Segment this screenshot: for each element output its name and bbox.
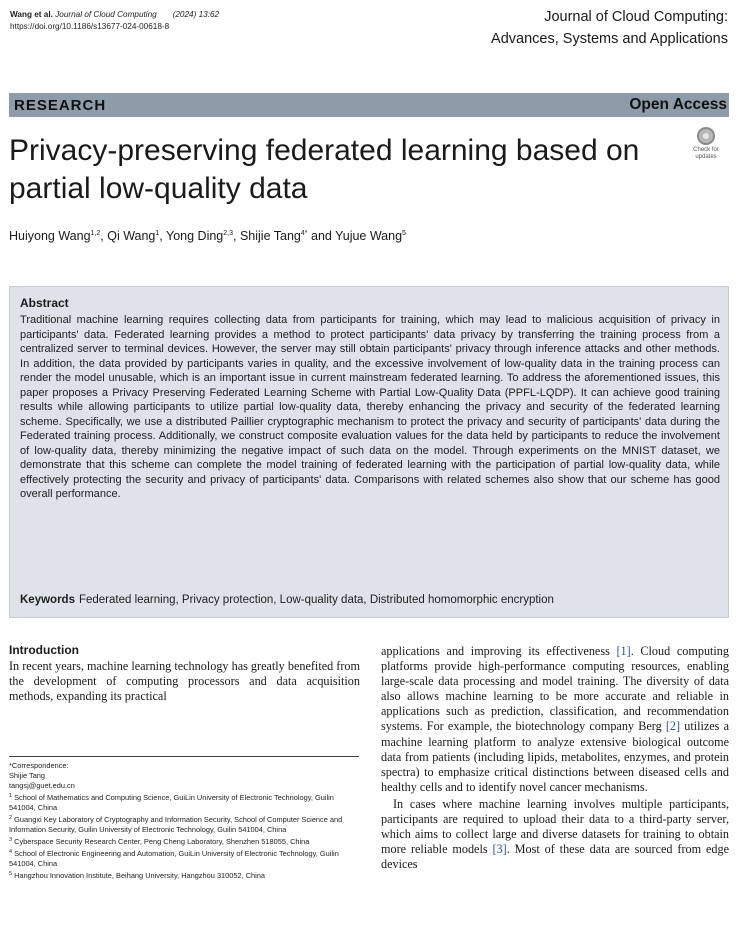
author-affiliation: 2,3 [223, 230, 233, 237]
affiliation-text: Hangzhou Innovation Institute, Beihang University, Hangzhou 310052, China [14, 871, 266, 880]
author-separator: and [307, 229, 336, 243]
header-year-volume: (2024) 13:62 [172, 10, 220, 19]
article-type-bar [9, 93, 729, 117]
affiliation-text: Cyberspace Security Research Center, Peng Cheng Laboratory, Shenzhen 518055, China [14, 837, 310, 846]
author-separator: , [159, 229, 167, 243]
affiliation-text: School of Electronic Engineering and Automation, GuiLin University of Electronic Technology, Guilin 541004, China [9, 849, 339, 868]
affiliation-number: 5 [9, 871, 13, 877]
author-separator: , [100, 229, 108, 243]
header-journal: Journal of Cloud Computing [55, 10, 157, 19]
correspondence-email[interactable]: tangsj@guet.edu.cn [9, 781, 75, 790]
author-name: Yujue Wang [335, 229, 403, 243]
text-span: . Most of these data are sourced from edge devices [381, 842, 729, 872]
affiliation-note [9, 869, 359, 881]
author-name: Qi Wang [107, 229, 156, 243]
text-span: In cases where machine learning involves multiple participants, participants are required to upload their data to a third-party server, which aims to collect large and diverse datasets for training to obtain more reliable models [381, 796, 729, 857]
author-list [9, 229, 406, 243]
affiliation-number: 2 [9, 815, 13, 821]
citation-link[interactable]: [2] [665, 719, 681, 734]
author-affiliation: 1 [155, 230, 160, 237]
affiliation-note [9, 813, 359, 835]
abstract-text: Traditional machine learning requires collecting data from participants for training, which may lead to malicious acquisition of privacy in participants' data. Federated learning provides a method to protect participants' data privacy by transferring the training process from a centralized server to terminal devices. However, the server may still obtain participants' privacy through inference attacks and other methods. In addition, the data provided by participants varies in quality, and the excessive involvement of low-quality data in the training process can render the model unusable, which is an important issue in current mainstream federated learning. To address the aforementioned issues, this paper proposes a Privacy Preserving Federated Learning Scheme with Partial Low-Quality Data (PPFL-LQDP). It can achieve good training results while allowing participants to utilize partial low-quality data, thereby enhancing the privacy and security of the federated learning scheme. Specifically, we use a distributed Paillier cryptographic mechanism to protect the privacy and security of participants' data during the Federated training process. Additionally, we construct composite evaluation values for the data held by participants to reduce the involvement of low-quality data, thereby minimizing the negative impact of such data on the model. Through experiments on the MNIST dataset, we demonstrate that this scheme can complete the model training of federated learning with the participation of partial low-quality data, while effectively protecting the security and privacy of participants' data. Comparisons with related schemes also show that our scheme has good overall performance. [20, 314, 720, 500]
author-affiliation: 1,2 [90, 230, 101, 237]
author-name: Huiyong Wang [9, 229, 91, 243]
badge-line2: updates [695, 154, 717, 160]
journal-name-line2: Advances, Systems and Applications [491, 31, 728, 47]
footnotes [9, 761, 359, 881]
body-paragraph-2 [381, 797, 729, 872]
text-span: utilizes a machine learning platform to analyze extensive biological outcome data from patients (including lipids, metabolites, enzymes, and protein spectra) to emphasize critical distinctions between diseased cells and healthy cells and to identify novel cancer mechanisms. [381, 719, 730, 794]
keywords [20, 594, 554, 606]
affiliation-note [9, 835, 359, 847]
article-type-label: RESEARCH [14, 97, 107, 114]
open-access-label: Open Access [629, 96, 727, 113]
citation-link[interactable]: [1] [616, 644, 631, 658]
correspondence-name: Shijie Tang [9, 771, 46, 780]
crossmark-icon [697, 127, 715, 145]
keywords-label: Keywords [20, 594, 75, 606]
journal-name-line1: Journal of Cloud Computing: [544, 9, 728, 25]
text-span: applications and improving its effectiveness [381, 644, 617, 658]
author-name: Shijie Tang [239, 229, 301, 243]
check-for-updates-label [684, 147, 728, 161]
left-column-text [9, 659, 360, 704]
right-column-text [381, 644, 729, 872]
affiliation-note [9, 791, 359, 813]
author-affiliation: 5 [402, 230, 406, 237]
citation-link[interactable]: [3] [492, 842, 507, 857]
intro-paragraph: In recent years, machine learning technology has greatly benefited from the development of computing processors and data acquisition methods, expanding its practical [9, 659, 360, 704]
badge-line1: Check for [693, 147, 719, 153]
journal-name [491, 6, 728, 50]
author-separator: , [233, 229, 240, 243]
author-name: Yong Ding [166, 229, 224, 243]
affiliation-number: 1 [9, 793, 13, 799]
affiliation-text: School of Mathematics and Computing Science, GuiLin University of Electronic Technology, Guilin 541004, China [9, 793, 334, 812]
introduction-heading: Introduction [9, 643, 79, 657]
body-paragraph-1 [381, 644, 729, 795]
affiliation-number: 4 [9, 849, 13, 855]
text-span: . Cloud computing platforms provide high-performance computing resources, enabling large-scale data processing and model training. The diversity of data also allows machine learning to be more accurate and reliable in applications such as prediction, classification, and recommendation systems. For example, the biotechnology company Berg [381, 644, 729, 734]
author-affiliation: 4* [300, 230, 308, 237]
article-title: Privacy-preserving federated learning based on partial low-quality data [9, 134, 640, 205]
affiliation-number: 3 [9, 837, 13, 843]
check-for-updates-badge[interactable] [684, 127, 728, 169]
keywords-list: Federated learning, Privacy protection, Low-quality data, Distributed homomorphic encryption [78, 594, 554, 606]
citation-header [10, 9, 219, 33]
correspondence-label: *Correspondence: [9, 761, 69, 770]
affiliation-note [9, 847, 359, 869]
header-doi-link[interactable]: https://doi.org/10.1186/s13677-024-00618-8 [10, 22, 170, 31]
affiliation-text: Guangxi Key Laboratory of Cryptography and Information Security, School of Computer Science and Information Security, Guilin University of Electronic Technology, Guilin 541004, China [9, 815, 343, 834]
abstract-heading: Abstract [20, 296, 69, 310]
header-authors: Wang et al. [10, 10, 53, 19]
footnote-divider [9, 756, 359, 757]
